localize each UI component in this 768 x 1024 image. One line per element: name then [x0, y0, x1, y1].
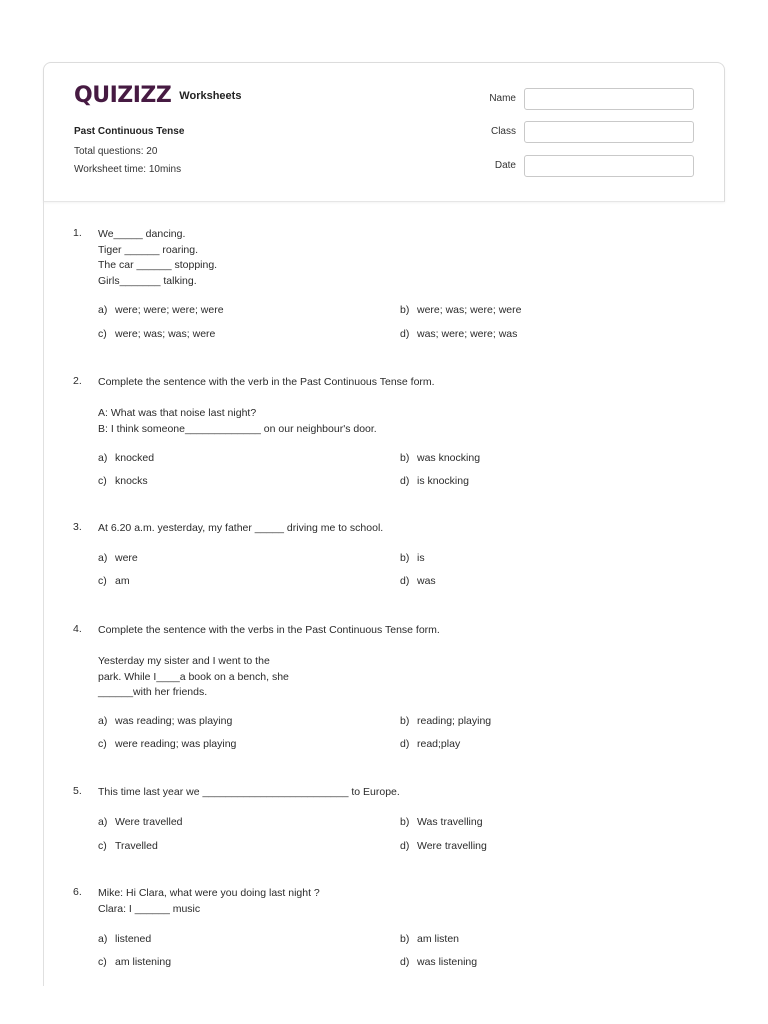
logo: [74, 85, 241, 107]
option-c[interactable]: [98, 738, 236, 750]
option-b[interactable]: [400, 304, 521, 316]
option-text: read;play: [417, 738, 461, 750]
option-c[interactable]: [98, 475, 148, 487]
worksheet-header: [43, 62, 725, 202]
option-text: Travelled: [115, 840, 158, 852]
logo-tagline: Worksheets: [179, 90, 242, 102]
option-text: were; was; was; were: [115, 328, 216, 340]
option-a[interactable]: [98, 552, 138, 564]
option-text: was: [417, 575, 436, 587]
option-b[interactable]: [400, 552, 425, 564]
option-c[interactable]: [98, 575, 130, 587]
option-a[interactable]: [98, 304, 224, 316]
option-d[interactable]: [400, 738, 460, 750]
option-letter: a): [98, 715, 108, 727]
option-text: was; were; were; was: [417, 328, 518, 340]
question-number: 5.: [73, 785, 82, 797]
option-text: listened: [115, 933, 152, 945]
option-letter: d): [400, 840, 410, 852]
option-text: was knocking: [417, 452, 481, 464]
option-letter: c): [98, 575, 107, 587]
date-field[interactable]: [524, 155, 694, 177]
option-text: was listening: [417, 956, 478, 968]
option-letter: a): [98, 816, 108, 828]
option-a[interactable]: [98, 452, 154, 464]
quizizz-logo: QUIZIZZ: [74, 83, 172, 108]
option-d[interactable]: [400, 328, 517, 340]
option-a[interactable]: [98, 816, 183, 828]
question-text: Mike: Hi Clara, what were you doing last night ? Clara: I ______ music: [98, 887, 320, 915]
option-text: knocks: [115, 475, 148, 487]
option-text: is knocking: [417, 475, 469, 487]
option-text: is: [417, 552, 425, 564]
option-letter: d): [400, 328, 410, 340]
page-edge: [43, 202, 44, 986]
option-letter: c): [98, 738, 107, 750]
option-d[interactable]: [400, 475, 469, 487]
option-text: am listen: [417, 933, 460, 945]
option-c[interactable]: [98, 840, 158, 852]
question-number: 1.: [73, 227, 82, 239]
option-text: am listening: [115, 956, 172, 968]
option-letter: a): [98, 452, 108, 464]
question-number: 4.: [73, 623, 82, 635]
option-a[interactable]: [98, 715, 232, 727]
option-letter: c): [98, 475, 107, 487]
question-text: Complete the sentence with the verb in the Past Continuous Tense form. A: What was that noise last night? B: I think someone_____________ on our neighbour's door.: [98, 376, 435, 435]
option-letter: d): [400, 475, 410, 487]
option-text: Were travelled: [115, 816, 183, 828]
option-d[interactable]: [400, 840, 487, 852]
option-letter: d): [400, 956, 410, 968]
option-c[interactable]: [98, 956, 171, 968]
name-field[interactable]: [524, 88, 694, 110]
question-text: We_____ dancing. Tiger ______ roaring. The car ______ stopping. Girls_______ talking.: [98, 228, 218, 287]
question-text: This time last year we _________________________ to Europe.: [98, 786, 400, 798]
option-text: were; were; were; were: [115, 304, 224, 316]
class-field[interactable]: [524, 121, 694, 143]
question-number: 6.: [73, 886, 82, 898]
option-text: reading; playing: [417, 715, 492, 727]
question-text: Complete the sentence with the verbs in the Past Continuous Tense form. Yesterday my sister and I went to the park. While I____a book on a bench, she ______with her friends.: [98, 624, 440, 698]
option-letter: d): [400, 575, 410, 587]
worksheet-title: Past Continuous Tense: [74, 126, 185, 137]
date-label: Date: [494, 160, 516, 171]
option-letter: b): [400, 552, 410, 564]
option-text: were: [115, 552, 138, 564]
question-text: At 6.20 a.m. yesterday, my father _____ driving me to school.: [98, 522, 384, 534]
option-d[interactable]: [400, 575, 436, 587]
option-text: am: [115, 575, 130, 587]
option-letter: b): [400, 933, 410, 945]
option-letter: a): [98, 552, 108, 564]
option-b[interactable]: [400, 452, 480, 464]
option-a[interactable]: [98, 933, 151, 945]
name-label: Name: [489, 93, 516, 104]
option-letter: d): [400, 738, 410, 750]
option-text: Were travelling: [417, 840, 487, 852]
question-number: 2.: [73, 375, 82, 387]
option-letter: c): [98, 328, 107, 340]
option-letter: b): [400, 452, 410, 464]
option-letter: a): [98, 933, 108, 945]
total-questions: Total questions: 20: [74, 146, 158, 157]
option-c[interactable]: [98, 328, 215, 340]
option-text: was reading; was playing: [115, 715, 233, 727]
option-letter: a): [98, 304, 108, 316]
option-letter: c): [98, 840, 107, 852]
worksheet-time: Worksheet time: 10mins: [74, 164, 182, 175]
option-d[interactable]: [400, 956, 477, 968]
option-letter: b): [400, 816, 410, 828]
option-b[interactable]: [400, 933, 459, 945]
option-text: Was travelling: [417, 816, 483, 828]
option-text: were reading; was playing: [115, 738, 237, 750]
option-letter: b): [400, 715, 410, 727]
option-b[interactable]: [400, 715, 491, 727]
class-label: Class: [490, 126, 516, 137]
option-letter: b): [400, 304, 410, 316]
option-text: were; was; were; were: [417, 304, 522, 316]
option-b[interactable]: [400, 816, 483, 828]
option-letter: c): [98, 956, 107, 968]
question-number: 3.: [73, 521, 82, 533]
option-text: knocked: [115, 452, 155, 464]
